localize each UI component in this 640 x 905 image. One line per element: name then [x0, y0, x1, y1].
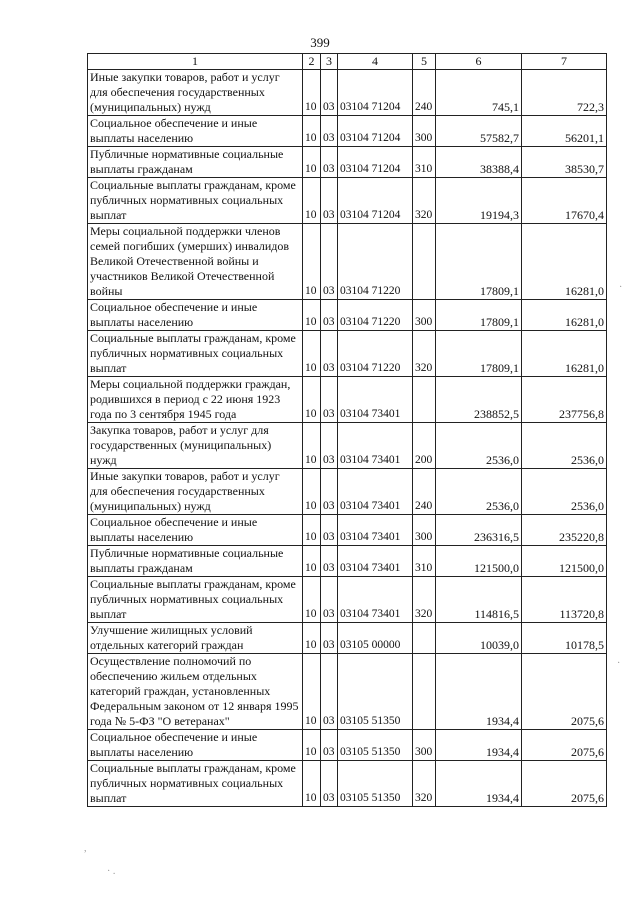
cell-amount-col6: 2536,0 — [436, 423, 522, 469]
cell-amount-col6: 19194,3 — [436, 178, 522, 224]
cell-amount-col7: 2075,6 — [522, 654, 607, 730]
cell-section: 10 — [303, 730, 321, 761]
table-row — [88, 623, 607, 654]
cell-amount-col6: 2536,0 — [436, 469, 522, 515]
cell-amount-col6: 17809,1 — [436, 331, 522, 377]
cell-amount-col6: 10039,0 — [436, 623, 522, 654]
cell-target-article: 03105 51350 — [338, 730, 413, 761]
table-body — [88, 70, 607, 807]
cell-section: 10 — [303, 515, 321, 546]
cell-expense-type: 320 — [413, 331, 436, 377]
cell-target-article: 03104 71220 — [338, 224, 413, 300]
cell-section: 10 — [303, 377, 321, 423]
table-row — [88, 377, 607, 423]
cell-expense-type: 200 — [413, 423, 436, 469]
cell-amount-col6: 1934,4 — [436, 730, 522, 761]
cell-subsection: 03 — [321, 147, 338, 178]
cell-amount-col6: 1934,4 — [436, 654, 522, 730]
cell-name: Иные закупки товаров, работ и услуг для обеспечения государственных (муниципальных) нужд — [88, 469, 303, 515]
cell-expense-type: 320 — [413, 761, 436, 807]
cell-section: 10 — [303, 577, 321, 623]
cell-subsection: 03 — [321, 70, 338, 116]
cell-name: Закупка товаров, работ и услуг для государственных (муниципальных) нужд — [88, 423, 303, 469]
cell-section: 10 — [303, 546, 321, 577]
cell-subsection: 03 — [321, 116, 338, 147]
cell-amount-col6: 17809,1 — [436, 300, 522, 331]
cell-amount-col7: 113720,8 — [522, 577, 607, 623]
cell-subsection: 03 — [321, 654, 338, 730]
cell-subsection: 03 — [321, 623, 338, 654]
cell-subsection: 03 — [321, 224, 338, 300]
cell-expense-type: 320 — [413, 577, 436, 623]
cell-section: 10 — [303, 70, 321, 116]
cell-section: 10 — [303, 331, 321, 377]
cell-amount-col7: 16281,0 — [522, 300, 607, 331]
header-col-6: 6 — [436, 54, 522, 70]
cell-subsection: 03 — [321, 300, 338, 331]
cell-amount-col7: 2536,0 — [522, 423, 607, 469]
cell-expense-type — [413, 654, 436, 730]
cell-section: 10 — [303, 224, 321, 300]
cell-name: Социальные выплаты гражданам, кроме публичных нормативных социальных выплат — [88, 178, 303, 224]
table-row — [88, 515, 607, 546]
cell-expense-type: 240 — [413, 469, 436, 515]
cell-section: 10 — [303, 761, 321, 807]
cell-subsection: 03 — [321, 377, 338, 423]
cell-target-article: 03104 71204 — [338, 116, 413, 147]
table-row — [88, 546, 607, 577]
cell-target-article: 03105 51350 — [338, 654, 413, 730]
cell-amount-col7: 121500,0 — [522, 546, 607, 577]
cell-amount-col7: 2075,6 — [522, 730, 607, 761]
cell-expense-type: 300 — [413, 730, 436, 761]
table-row — [88, 116, 607, 147]
cell-amount-col7: 16281,0 — [522, 224, 607, 300]
cell-section: 10 — [303, 623, 321, 654]
cell-name: Осуществление полномочий по обеспечению жильем отдельных категорий граждан, установленных Федеральным законом от 12 января 1995 года № 5-ФЗ "О ветеранах" — [88, 654, 303, 730]
cell-target-article: 03104 73401 — [338, 515, 413, 546]
cell-target-article: 03104 71204 — [338, 178, 413, 224]
cell-target-article: 03104 71204 — [338, 147, 413, 178]
cell-amount-col7: 16281,0 — [522, 331, 607, 377]
cell-target-article: 03104 71204 — [338, 70, 413, 116]
cell-amount-col7: 2075,6 — [522, 761, 607, 807]
scan-mark: · — [619, 282, 623, 293]
cell-subsection: 03 — [321, 178, 338, 224]
cell-target-article: 03104 73401 — [338, 377, 413, 423]
header-col-7: 7 — [522, 54, 607, 70]
cell-name: Социальное обеспечение и иные выплаты населению — [88, 515, 303, 546]
page-number: 399 — [310, 35, 330, 50]
cell-name: Публичные нормативные социальные выплаты гражданам — [88, 147, 303, 178]
cell-name: Публичные нормативные социальные выплаты гражданам — [88, 546, 303, 577]
scan-mark: · — [617, 658, 621, 669]
cell-expense-type — [413, 224, 436, 300]
cell-target-article: 03104 73401 — [338, 423, 413, 469]
cell-amount-col6: 236316,5 — [436, 515, 522, 546]
cell-amount-col6: 1934,4 — [436, 761, 522, 807]
cell-section: 10 — [303, 300, 321, 331]
cell-subsection: 03 — [321, 730, 338, 761]
cell-section: 10 — [303, 116, 321, 147]
cell-amount-col6: 114816,5 — [436, 577, 522, 623]
cell-target-article: 03104 73401 — [338, 577, 413, 623]
cell-section: 10 — [303, 469, 321, 515]
scan-mark: , — [84, 843, 87, 854]
cell-target-article: 03105 00000 — [338, 623, 413, 654]
cell-amount-col7: 38530,7 — [522, 147, 607, 178]
cell-subsection: 03 — [321, 546, 338, 577]
cell-target-article: 03104 73401 — [338, 546, 413, 577]
cell-target-article: 03104 71220 — [338, 331, 413, 377]
table-row — [88, 423, 607, 469]
table-row — [88, 300, 607, 331]
cell-amount-col6: 38388,4 — [436, 147, 522, 178]
cell-section: 10 — [303, 423, 321, 469]
table-row — [88, 761, 607, 807]
header-col-5: 5 — [413, 54, 436, 70]
cell-amount-col7: 10178,5 — [522, 623, 607, 654]
cell-name: Иные закупки товаров, работ и услуг для обеспечения государственных (муниципальных) нужд — [88, 70, 303, 116]
cell-amount-col6: 57582,7 — [436, 116, 522, 147]
table-row — [88, 654, 607, 730]
cell-expense-type: 320 — [413, 178, 436, 224]
cell-expense-type: 240 — [413, 70, 436, 116]
table-row — [88, 178, 607, 224]
table-row — [88, 331, 607, 377]
cell-expense-type: 300 — [413, 515, 436, 546]
cell-target-article: 03104 71220 — [338, 300, 413, 331]
cell-name: Социальное обеспечение и иные выплаты населению — [88, 116, 303, 147]
header-col-2: 2 — [303, 54, 321, 70]
cell-amount-col7: 2536,0 — [522, 469, 607, 515]
cell-name: Социальные выплаты гражданам, кроме публичных нормативных социальных выплат — [88, 331, 303, 377]
table-row — [88, 224, 607, 300]
cell-expense-type — [413, 623, 436, 654]
cell-amount-col7: 17670,4 — [522, 178, 607, 224]
header-col-4: 4 — [338, 54, 413, 70]
table-header-row — [88, 54, 607, 70]
cell-name: Меры социальной поддержки граждан, родившихся в период с 22 июня 1923 года по 3 сентября 1945 года — [88, 377, 303, 423]
cell-name: Меры социальной поддержки членов семей погибших (умерших) инвалидов Великой Отечественной войны и участников Великой Отечественной войны — [88, 224, 303, 300]
cell-amount-col6: 17809,1 — [436, 224, 522, 300]
cell-name: Социальное обеспечение и иные выплаты населению — [88, 730, 303, 761]
cell-amount-col7: 235220,8 — [522, 515, 607, 546]
cell-amount-col6: 238852,5 — [436, 377, 522, 423]
cell-amount-col7: 722,3 — [522, 70, 607, 116]
cell-subsection: 03 — [321, 469, 338, 515]
cell-name: Улучшение жилищных условий отдельных категорий граждан — [88, 623, 303, 654]
cell-section: 10 — [303, 654, 321, 730]
cell-expense-type: 300 — [413, 300, 436, 331]
cell-target-article: 03104 73401 — [338, 469, 413, 515]
table-row — [88, 70, 607, 116]
cell-name: Социальные выплаты гражданам, кроме публичных нормативных социальных выплат — [88, 761, 303, 807]
header-col-3: 3 — [321, 54, 338, 70]
cell-amount-col7: 56201,1 — [522, 116, 607, 147]
cell-name: Социальное обеспечение и иные выплаты населению — [88, 300, 303, 331]
scan-mark: · . — [107, 866, 116, 877]
table-row — [88, 730, 607, 761]
budget-table — [87, 53, 607, 807]
header-col-1: 1 — [88, 54, 303, 70]
cell-amount-col6: 121500,0 — [436, 546, 522, 577]
cell-expense-type: 310 — [413, 546, 436, 577]
cell-subsection: 03 — [321, 515, 338, 546]
cell-subsection: 03 — [321, 331, 338, 377]
cell-section: 10 — [303, 178, 321, 224]
cell-section: 10 — [303, 147, 321, 178]
cell-expense-type — [413, 377, 436, 423]
table-row — [88, 469, 607, 515]
table-row — [88, 147, 607, 178]
cell-subsection: 03 — [321, 761, 338, 807]
cell-expense-type: 300 — [413, 116, 436, 147]
cell-name: Социальные выплаты гражданам, кроме публичных нормативных социальных выплат — [88, 577, 303, 623]
cell-target-article: 03105 51350 — [338, 761, 413, 807]
cell-subsection: 03 — [321, 577, 338, 623]
table-row — [88, 577, 607, 623]
cell-amount-col6: 745,1 — [436, 70, 522, 116]
cell-subsection: 03 — [321, 423, 338, 469]
cell-amount-col7: 237756,8 — [522, 377, 607, 423]
cell-expense-type: 310 — [413, 147, 436, 178]
